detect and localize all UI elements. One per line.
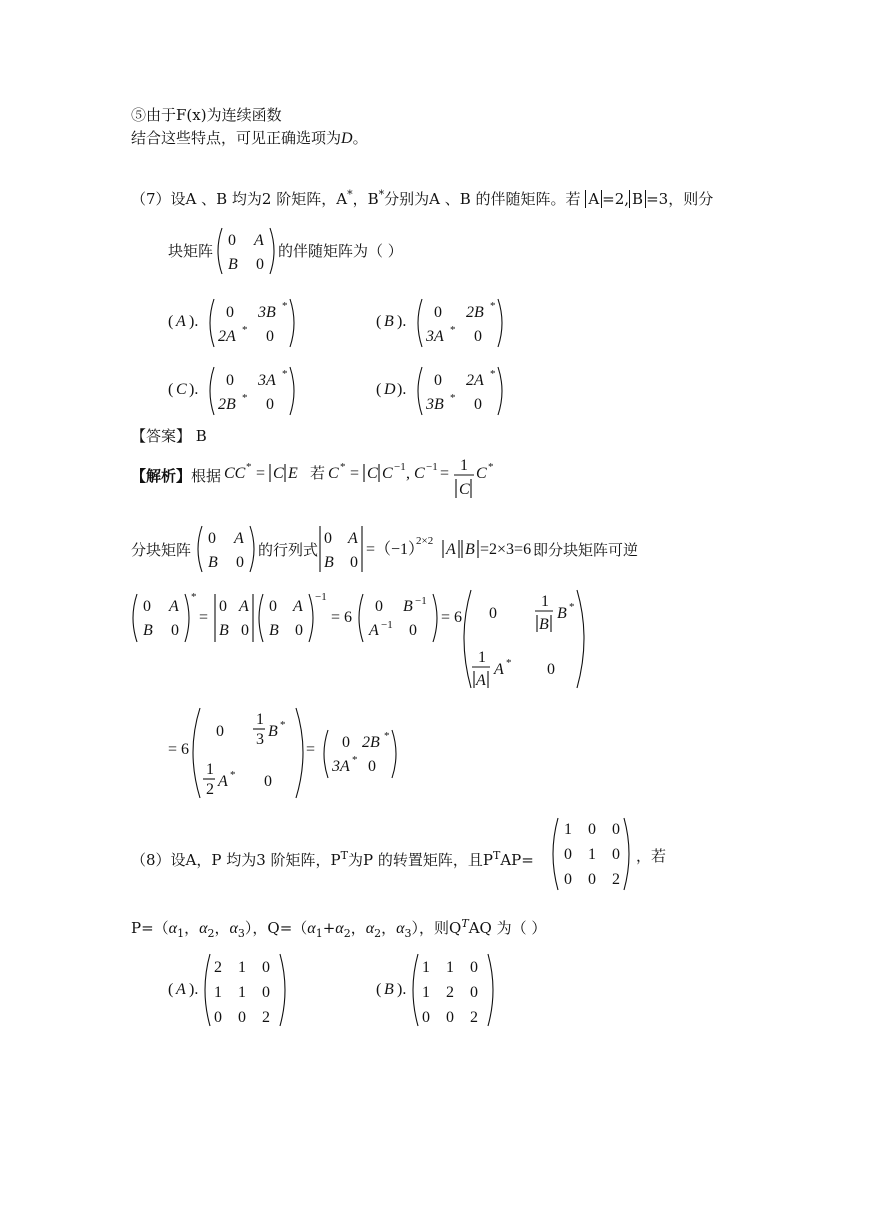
deriv-third-den: 3 <box>256 731 264 748</box>
intro-answer-var: D <box>341 130 353 147</box>
svg-text:(: ( <box>168 981 174 998</box>
svg-text:0: 0 <box>375 598 383 615</box>
q7-option-d[interactable] <box>374 363 524 417</box>
svg-text:*: * <box>280 719 286 731</box>
q7-option-a[interactable] <box>166 295 316 349</box>
svg-text:*: * <box>282 368 288 380</box>
q7-det-b: B <box>629 190 646 208</box>
q8-pq-line: $P=(\alpha_1$，$\alpha_2$，$\alpha_3$），$Q=(\alpha_1+\alpha_2$，$\alpha_2$，$\alpha_3$），则$Q^TAQ$ 为（ ） <box>131 917 547 940</box>
q8-sup-t2: T <box>492 849 501 862</box>
q7-cond-1: =2, <box>602 190 630 208</box>
analysis-formula-1 <box>224 448 504 504</box>
svg-text:0: 0 <box>474 396 482 413</box>
q8-option-cell: 1 <box>214 984 222 1001</box>
svg-text:0: 0 <box>434 304 442 321</box>
svg-text:C: C <box>273 465 284 482</box>
option-letter: A <box>176 981 186 998</box>
svg-text:E: E <box>288 465 298 482</box>
svg-text:*: * <box>282 300 288 312</box>
q8-option-b[interactable] <box>374 950 514 1030</box>
svg-text:*: * <box>191 591 197 603</box>
svg-text:0: 0 <box>208 530 216 547</box>
svg-text:CC: CC <box>224 465 246 482</box>
analysis-derivation-2 <box>168 706 408 802</box>
svg-text:0: 0 <box>474 328 482 345</box>
analysis-block-post: 即分块矩阵可逆 <box>533 541 639 559</box>
analysis-line-1 <box>131 467 221 485</box>
svg-text:B: B <box>539 616 549 633</box>
svg-text:0: 0 <box>489 605 497 622</box>
q8-option-cell: 0 <box>238 1009 246 1026</box>
q8-q-end: AQ 为（ ） <box>468 919 547 937</box>
option-letter: D <box>384 381 396 398</box>
svg-text:*: * <box>242 392 248 404</box>
q8-diag-cell: 0 <box>588 871 596 888</box>
q8-option-cell: 2 <box>214 959 222 976</box>
svg-text:A: A <box>476 672 486 689</box>
svg-text:=: = <box>306 741 316 758</box>
svg-text:C: C <box>367 465 378 482</box>
svg-text:0: 0 <box>547 661 555 678</box>
svg-text:0: 0 <box>269 598 277 615</box>
q7-line2-pre: 块矩阵 <box>168 242 214 260</box>
svg-text:= 6: = 6 <box>441 609 463 626</box>
svg-text:B: B <box>268 723 278 740</box>
svg-text:0: 0 <box>409 622 417 639</box>
svg-text:A: A <box>234 530 244 547</box>
q8-stem-mid2: AP= <box>500 851 534 869</box>
option-a21: 3B <box>426 396 444 413</box>
svg-text:0: 0 <box>350 554 358 571</box>
option-letter: A <box>176 313 186 330</box>
q8-q-post: ），则Q <box>411 919 462 937</box>
q8-diag-cell: 0 <box>564 846 572 863</box>
intro-line-2-text: 结合这些特点，可见正确选项为 <box>131 129 342 147</box>
svg-text:0: 0 <box>219 598 227 615</box>
option-label: ( <box>168 381 174 398</box>
deriv-third-num: 1 <box>256 711 264 728</box>
intro-line-1: ⑤由于F(x)为连续函数 <box>131 106 282 124</box>
deriv-res-a21: 3A <box>332 758 350 775</box>
q8-option-a[interactable] <box>166 950 306 1030</box>
svg-text:A: A <box>254 232 264 249</box>
svg-text:0: 0 <box>434 372 442 389</box>
svg-text:(: ( <box>376 981 382 998</box>
option-letter: B <box>384 981 394 998</box>
option-label: ( <box>376 381 382 398</box>
svg-text:).: ). <box>189 313 199 330</box>
q8-diag-cell: 2 <box>612 871 620 888</box>
svg-text:C: C <box>328 465 339 482</box>
svg-text:0: 0 <box>216 723 224 740</box>
option-label: ( <box>376 313 382 330</box>
svg-text:A: A <box>348 530 358 547</box>
q8-option-cell: 0 <box>214 1009 222 1026</box>
q8-stem-end: ，若 <box>636 847 667 865</box>
q7-line2-post: 的伴随矩阵为（ ） <box>278 242 403 260</box>
svg-text:=: = <box>350 465 360 482</box>
analysis-ruo: 若 <box>310 466 326 482</box>
svg-text:A: A <box>293 598 303 615</box>
svg-text:A: A <box>239 598 249 615</box>
q8-diag-cell: 0 <box>612 821 620 838</box>
svg-text:B: B <box>143 622 153 639</box>
analysis-block-matrix <box>196 524 256 574</box>
svg-text:*: * <box>242 324 248 336</box>
svg-text:C: C <box>459 481 470 498</box>
option-label: ( <box>168 313 174 330</box>
svg-text:*: * <box>490 368 496 380</box>
q7-stem-end: ，则分 <box>668 190 714 208</box>
svg-text:=: = <box>440 465 450 482</box>
q7-stem-pre: （7）设A 、B 均为2 阶矩阵，A <box>131 190 348 208</box>
q8-option-cell: 0 <box>422 1009 430 1026</box>
svg-text:).: ). <box>189 381 199 398</box>
option-a21: 2A <box>218 328 236 345</box>
svg-text:C: C <box>476 465 487 482</box>
option-a21: 3A <box>426 328 444 345</box>
q8-q-pre: ），Q=（ <box>244 919 308 937</box>
q7-block-matrix <box>216 226 276 276</box>
analysis-result: =2×3=6 <box>480 541 532 558</box>
q7-option-c[interactable] <box>166 363 316 417</box>
q8-diag-cell: 1 <box>564 821 572 838</box>
svg-text:B: B <box>208 554 218 571</box>
svg-text:0: 0 <box>295 622 303 639</box>
q8-option-cell: 2 <box>470 1009 478 1026</box>
svg-text:*: * <box>488 461 494 473</box>
svg-text:*: * <box>246 461 252 473</box>
deriv-inv-b-one: 1 <box>541 593 549 610</box>
analysis-block-mid: 的行列式 <box>258 541 319 559</box>
svg-text:−1: −1 <box>381 619 393 631</box>
svg-text:B: B <box>269 622 279 639</box>
svg-text:0: 0 <box>266 328 274 345</box>
svg-text:0: 0 <box>226 304 234 321</box>
q8-diag-cell: 1 <box>588 846 596 863</box>
option-a12: 3A <box>258 372 276 389</box>
svg-text:=（−1）: =（−1） <box>366 541 425 558</box>
svg-text:).: ). <box>189 981 199 998</box>
svg-text:0: 0 <box>236 554 244 571</box>
svg-text:B: B <box>324 554 334 571</box>
option-letter: C <box>176 381 187 398</box>
q8-option-cell: 0 <box>446 1009 454 1026</box>
analysis-derivation-1 <box>131 588 591 692</box>
svg-text:−1: −1 <box>315 591 327 603</box>
svg-text:*: * <box>340 461 346 473</box>
q8-option-cell: 2 <box>262 1009 270 1026</box>
analysis-block-pre: 分块矩阵 <box>131 541 192 559</box>
analysis-lead: 根据 <box>191 467 222 485</box>
q8-option-cell: 0 <box>470 959 478 976</box>
q7-stem: （7）设A 、B 均为2 阶矩阵，A*，B*分别为A 、B 的伴随矩阵。若 A =2, B =3，则分 <box>131 188 714 208</box>
deriv-res-a12: 2B <box>362 734 380 751</box>
deriv-inv-a-one: 1 <box>478 649 486 666</box>
svg-text:B: B <box>219 622 229 639</box>
svg-text:0: 0 <box>228 232 236 249</box>
svg-text:*: * <box>450 324 456 336</box>
svg-text:B: B <box>403 598 413 615</box>
svg-text:).: ). <box>397 981 407 998</box>
answer-value: B <box>195 427 207 445</box>
q7-cond-2: =3 <box>646 190 669 208</box>
svg-text:B: B <box>228 256 238 273</box>
svg-text:*: * <box>384 730 390 742</box>
q8-stem-mid: 为P 的转置矩阵，且P <box>348 851 493 869</box>
q8-option-cell: 1 <box>238 984 246 1001</box>
option-a21: 2B <box>218 396 236 413</box>
svg-text:= 6: = 6 <box>331 609 353 626</box>
analysis-label: 【解析】 <box>131 467 192 485</box>
answer-label: 【答案】 <box>131 427 192 445</box>
svg-text:0: 0 <box>266 396 274 413</box>
svg-text:0: 0 <box>342 734 350 751</box>
deriv-half-den: 2 <box>206 781 214 798</box>
svg-text:−1: −1 <box>426 461 438 473</box>
svg-text:*: * <box>569 601 575 613</box>
svg-text:A: A <box>169 598 179 615</box>
q8-option-cell: 0 <box>470 984 478 1001</box>
q7-stem-mid2: 分别为A 、B 的伴随矩阵。若 <box>384 190 581 208</box>
svg-text:*: * <box>506 657 512 669</box>
svg-text:*: * <box>230 769 236 781</box>
q8-option-cell: 2 <box>446 984 454 1001</box>
svg-text:*: * <box>490 300 496 312</box>
q8-p-pre: P=（ <box>131 919 169 937</box>
svg-text:= 6: = 6 <box>168 741 190 758</box>
q8-stem-pre: （8）设A，P 均为3 阶矩阵，P <box>131 851 341 869</box>
svg-text:0: 0 <box>241 622 249 639</box>
svg-text:C: C <box>414 465 425 482</box>
analysis-exp: 2×2 <box>416 535 434 547</box>
intro-line-2 <box>131 129 368 148</box>
q7-option-b[interactable] <box>374 295 524 349</box>
svg-text:0: 0 <box>368 758 376 775</box>
svg-text:=: = <box>256 465 266 482</box>
svg-text:A: A <box>446 541 456 558</box>
q8-diag-matrix <box>550 816 632 892</box>
q8-option-cell: 1 <box>422 959 430 976</box>
svg-text:A: A <box>369 622 379 639</box>
q8-sup-t1: T <box>340 849 348 862</box>
svg-text:C: C <box>382 465 393 482</box>
q8-stem <box>131 847 534 869</box>
svg-text:A: A <box>218 773 228 790</box>
svg-text:B: B <box>465 541 475 558</box>
svg-text:−1: −1 <box>394 461 406 473</box>
svg-text:0: 0 <box>264 773 272 790</box>
svg-text:0: 0 <box>143 598 151 615</box>
q7-stem-mid1: ，B <box>352 190 379 208</box>
deriv-half-num: 1 <box>206 761 214 778</box>
option-a12: 3B <box>258 304 276 321</box>
svg-text:0: 0 <box>226 372 234 389</box>
svg-text:*: * <box>450 392 456 404</box>
svg-text:A: A <box>494 661 504 678</box>
option-a12: 2B <box>466 304 484 321</box>
intro-line-2-end: 。 <box>352 129 368 147</box>
svg-text:).: ). <box>397 313 407 330</box>
svg-text:0: 0 <box>256 256 264 273</box>
q8-option-cell: 1 <box>238 959 246 976</box>
q8-option-cell: 1 <box>446 959 454 976</box>
q8-option-cell: 1 <box>422 984 430 1001</box>
q8-option-cell: 0 <box>262 959 270 976</box>
option-a12: 2A <box>466 372 484 389</box>
option-letter: B <box>384 313 394 330</box>
q7-det-a: A <box>585 190 602 208</box>
analysis-frac-one: 1 <box>460 457 468 474</box>
svg-text:0: 0 <box>171 622 179 639</box>
svg-text:=: = <box>199 609 209 626</box>
svg-text:−1: −1 <box>415 595 427 607</box>
svg-text:B: B <box>557 605 567 622</box>
q8-diag-cell: 0 <box>588 821 596 838</box>
q8-option-cell: 0 <box>262 984 270 1001</box>
svg-text:).: ). <box>397 381 407 398</box>
answer-line <box>131 427 207 445</box>
q8-diag-cell: 0 <box>564 871 572 888</box>
q8-diag-cell: 0 <box>612 846 620 863</box>
svg-text:*: * <box>352 754 358 766</box>
svg-text:,: , <box>406 465 410 482</box>
svg-text:0: 0 <box>324 530 332 547</box>
